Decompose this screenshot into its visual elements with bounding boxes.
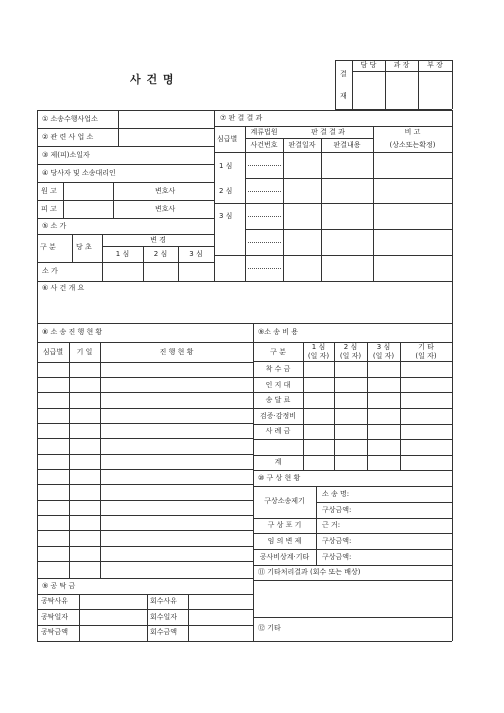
indemnity-waiver-label: 구 상 포 기 <box>267 521 302 529</box>
progress-col-date: 기 일 <box>76 348 93 356</box>
value-instance-2: 2 심 <box>153 250 168 258</box>
filing-date-label: ③ 제(피)소일자 <box>42 151 90 159</box>
indemnity-suit-label: 구상소송제기 <box>264 497 305 505</box>
approval-header-staff: 담 당 <box>360 61 377 69</box>
value-instance-3: 3 심 <box>189 250 203 258</box>
judgment-result-header: 판 결 결 과 <box>311 128 345 136</box>
costs-row-total: 계 <box>274 458 282 466</box>
indemnity-suit-name: 소 송 명: <box>322 490 350 498</box>
indemnity-offset-amount: 구상금액: <box>322 553 352 561</box>
summary-heading: ⑥ 사 건 개 요 <box>42 284 85 292</box>
recovery-date-label: 회수일자 <box>150 613 178 621</box>
recovery-reason-label: 회수사유 <box>150 597 178 605</box>
plaintiff-lawyer-label: 변호사 <box>155 187 176 195</box>
defendant-label: 피 고 <box>41 205 57 213</box>
judgment-content-label: 판결내용 <box>333 141 361 149</box>
costs-col-3-bottom: (일 자) <box>372 352 395 360</box>
related-office-label: ② 관 련 사 업 소 <box>42 133 94 141</box>
plaintiff-label: 원 고 <box>41 187 57 195</box>
costs-row-service: 송 달 료 <box>265 396 291 404</box>
indemnity-suit-amount: 구상금액: <box>322 506 352 514</box>
judgment-heading: ⑦ 판 결 결 과 <box>220 114 263 122</box>
judgment-remarks-sub-label: (상소또는확정) <box>389 141 436 149</box>
costs-row-appraisal: 검증·감정비 <box>259 412 297 420</box>
deposit-date-label: 공탁일자 <box>41 613 69 621</box>
approval-header-director: 부 장 <box>427 61 443 69</box>
deposit-amount-label: 공탁금액 <box>41 628 69 636</box>
judgment-date-label: 판결일자 <box>288 141 316 149</box>
value-heading: ⑤ 소 가 <box>42 222 67 230</box>
approval-label-top: 결 <box>340 70 347 78</box>
indemnity-offset-label: 공사비상계·기타 <box>259 553 310 561</box>
costs-row-retainer: 착 수 금 <box>265 365 291 373</box>
defendant-lawyer-label: 변호사 <box>155 205 176 213</box>
recovery-amount-label: 회수금액 <box>150 628 178 636</box>
value-initial-label: 당 초 <box>76 243 92 251</box>
costs-heading: ⑨소 송 비 용 <box>258 328 298 336</box>
indemnity-waiver-basis: 근 거: <box>322 521 341 529</box>
costs-division-label: 구 분 <box>270 348 286 356</box>
deposit-heading: ⑨ 공 탁 금 <box>42 582 76 590</box>
indemnity-voluntary-label: 임 의 변 제 <box>267 537 302 545</box>
deposit-reason-label: 공탁사유 <box>41 597 69 605</box>
judgment-case-number-label: 사건번호 <box>250 141 278 149</box>
parties-heading: ④ 당사자 및 소송대리인 <box>42 169 116 177</box>
other-result-heading: ⑪ 기타처리결과 (회수 또는 배상) <box>258 568 361 576</box>
costs-col-other-top: 기 타 <box>418 343 434 351</box>
approval-header-section-chief: 과 장 <box>393 61 410 69</box>
other-heading: ⑫ 기타 <box>258 624 281 632</box>
costs-row-stamp: 인 지 대 <box>265 381 291 389</box>
costs-col-1-bottom: (일 자) <box>307 352 330 360</box>
costs-row-reward: 사 례 금 <box>265 427 291 435</box>
judgment-court-label: 계류법원 <box>250 128 278 136</box>
costs-col-other-bottom: (일 자) <box>415 352 437 360</box>
value-instance-1: 1 심 <box>115 250 130 258</box>
costs-col-3-top: 3 심 <box>376 343 391 351</box>
indemnity-voluntary-amount: 구상금액: <box>322 537 352 545</box>
indemnity-heading: ⑩ 구 상 현 황 <box>258 474 301 482</box>
judgment-row-1: 1 심 <box>219 162 233 170</box>
progress-col-status: 진 행 현 황 <box>159 348 194 356</box>
costs-col-2-bottom: (일 자) <box>339 352 362 360</box>
judgment-row-2: 2 심 <box>219 187 233 195</box>
litigant-office-label: ① 소송수행사업소 <box>42 115 98 123</box>
progress-heading: ⑧ 소 송 진 행 현 황 <box>42 328 103 336</box>
judgment-remarks-label: 비 고 <box>404 128 421 136</box>
value-amount-label: 소 가 <box>42 267 58 275</box>
judgment-instance-col: 심급별 <box>217 135 238 143</box>
progress-col-instance: 심급별 <box>42 348 64 356</box>
page-title: 사 건 명 <box>130 73 175 86</box>
value-change-label: 변 경 <box>150 236 166 244</box>
costs-col-2-top: 2 심 <box>343 343 358 351</box>
value-division-label: 구 분 <box>40 243 56 251</box>
judgment-row-3: 3 심 <box>219 212 233 220</box>
costs-col-1-top: 1 심 <box>311 343 326 351</box>
approval-label-bottom: 재 <box>340 92 347 100</box>
